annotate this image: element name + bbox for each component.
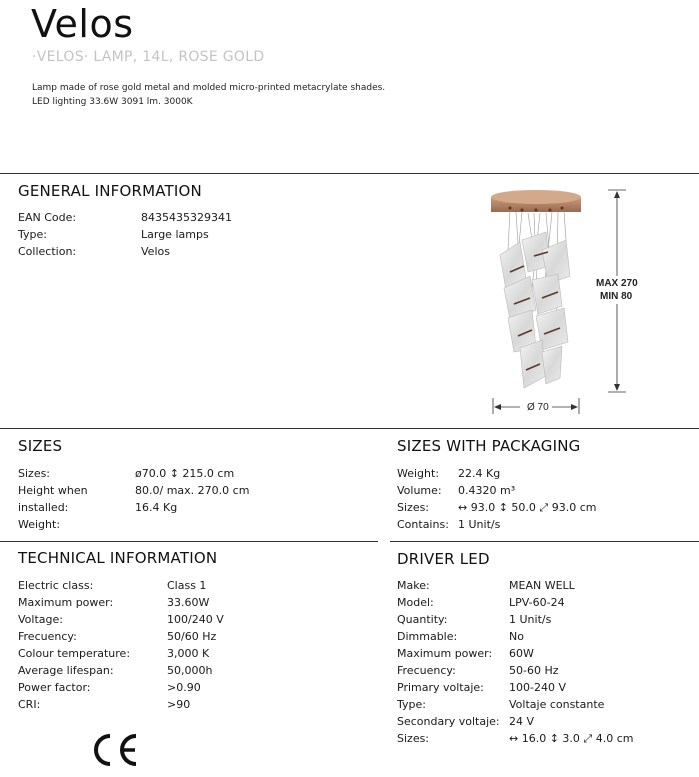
driver-value: LPV-60-24 xyxy=(509,596,565,609)
general-label: EAN Code: xyxy=(18,211,77,224)
height-label-max: MAX 270 xyxy=(596,278,638,289)
divider xyxy=(0,541,378,542)
diameter-label: Ø 70 xyxy=(527,402,549,413)
driver-value: 100-240 V xyxy=(509,681,566,694)
technical-value: 33.60W xyxy=(167,596,210,609)
driver-table xyxy=(397,579,697,754)
divider xyxy=(0,173,699,174)
technical-value: >90 xyxy=(167,698,191,711)
divider xyxy=(390,541,699,542)
general-table xyxy=(18,211,378,271)
packaging-value: 22.4 Kg xyxy=(458,467,501,480)
lamp-canopy xyxy=(491,190,581,212)
sizes-title: SIZES xyxy=(18,437,63,455)
driver-value: No xyxy=(509,630,524,643)
driver-label: Model: xyxy=(397,596,434,609)
sizes-value: ø70.0 ↕ 215.0 cm xyxy=(135,467,235,480)
technical-value: 100/240 V xyxy=(167,613,224,626)
packaging-label: Volume: xyxy=(397,484,442,497)
technical-value: 3,000 K xyxy=(167,647,210,660)
packaging-label: Weight: xyxy=(397,467,440,480)
sizes-value: 16.4 Kg xyxy=(135,501,178,514)
driver-value: 24 V xyxy=(509,715,535,728)
sizes-label: installed: xyxy=(18,501,69,514)
product-title: Velos xyxy=(31,2,134,46)
packaging-value: ↔ 93.0 ↕ 50.0 ⤢ 93.0 cm xyxy=(458,501,597,514)
packaging-table xyxy=(397,467,697,537)
technical-label: Frecuency: xyxy=(18,630,77,643)
technical-table xyxy=(18,579,368,719)
technical-label: Average lifespan: xyxy=(18,664,114,677)
driver-value: 50-60 Hz xyxy=(509,664,559,677)
driver-title: DRIVER LED xyxy=(397,550,490,568)
technical-label: CRI: xyxy=(18,698,41,711)
general-title: GENERAL INFORMATION xyxy=(18,182,202,200)
general-label: Type: xyxy=(18,228,47,241)
packaging-label: Sizes: xyxy=(397,501,430,514)
technical-value: 50,000h xyxy=(167,664,213,677)
sizes-table xyxy=(18,467,368,537)
general-label: Collection: xyxy=(18,245,77,258)
divider xyxy=(0,428,699,429)
sizes-label: Height when xyxy=(18,484,88,497)
technical-label: Voltage: xyxy=(18,613,63,626)
driver-label: Type: xyxy=(397,698,426,711)
sizes-value: 80.0/ max. 270.0 cm xyxy=(135,484,250,497)
packaging-value: 0.4320 m³ xyxy=(458,484,516,497)
general-value: 8435435329341 xyxy=(141,211,232,224)
sizes-label: Weight: xyxy=(18,518,61,531)
product-subtitle: ·VELOS· LAMP, 14L, ROSE GOLD xyxy=(32,49,265,65)
driver-value: Voltaje constante xyxy=(509,698,605,711)
technical-label: Colour temperature: xyxy=(18,647,131,660)
technical-label: Power factor: xyxy=(18,681,91,694)
driver-label: Dimmable: xyxy=(397,630,458,643)
technical-value: >0.90 xyxy=(167,681,201,694)
technical-label: Electric class: xyxy=(18,579,94,592)
driver-value: 1 Unit/s xyxy=(509,613,552,626)
driver-value: ↔ 16.0 ↕ 3.0 ⤢ 4.0 cm xyxy=(509,732,634,745)
driver-label: Make: xyxy=(397,579,430,592)
driver-label: Primary voltaje: xyxy=(397,681,484,694)
general-value: Large lamps xyxy=(141,228,209,241)
technical-value: Class 1 xyxy=(167,579,207,592)
driver-value: MEAN WELL xyxy=(509,579,575,592)
general-value: Velos xyxy=(141,245,170,258)
height-label-min: MIN 80 xyxy=(600,291,633,302)
packaging-label: Contains: xyxy=(397,518,449,531)
driver-label: Maximum power: xyxy=(397,647,493,660)
driver-label: Secondary voltaje: xyxy=(397,715,500,728)
driver-label: Quantity: xyxy=(397,613,448,626)
technical-title: TECHNICAL INFORMATION xyxy=(18,549,218,567)
driver-label: Frecuency: xyxy=(397,664,456,677)
technical-label: Maximum power: xyxy=(18,596,114,609)
technical-value: 50/60 Hz xyxy=(167,630,217,643)
packaging-value: 1 Unit/s xyxy=(458,518,501,531)
product-description: Lamp made of rose gold metal and molded micro-printed metacrylate shades. LED lighting 33.6W 3091 lm. 3000K xyxy=(32,83,386,107)
ce-mark-icon xyxy=(92,732,140,768)
packaging-title: SIZES WITH PACKAGING xyxy=(397,437,581,455)
sizes-label: Sizes: xyxy=(18,467,51,480)
driver-value: 60W xyxy=(509,647,534,660)
driver-label: Sizes: xyxy=(397,732,430,745)
